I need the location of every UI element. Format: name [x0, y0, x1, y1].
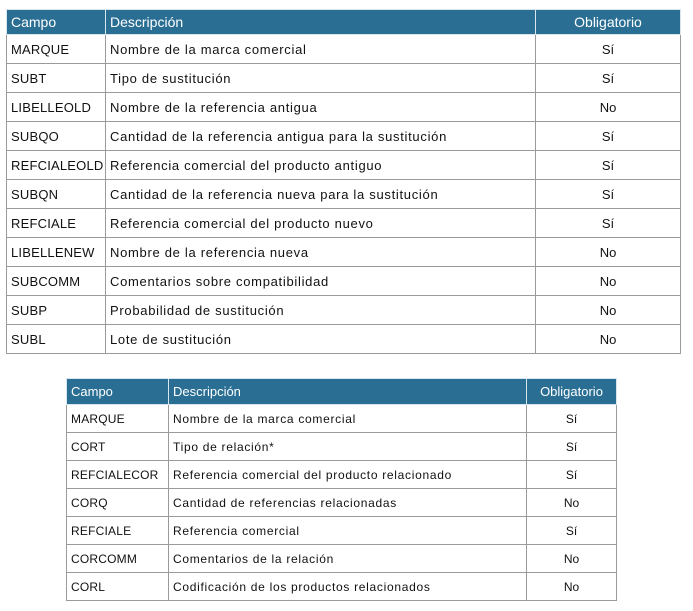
field-required: Sí	[536, 209, 681, 238]
field-code: SUBT	[7, 64, 106, 93]
field-code: REFCIALEOLD	[7, 151, 106, 180]
table-row	[7, 151, 681, 180]
field-description: Lote de sustitución	[106, 325, 536, 354]
table-row	[67, 517, 617, 545]
field-required: No	[536, 296, 681, 325]
field-code: REFCIALE	[67, 517, 169, 545]
table-row	[67, 461, 617, 489]
relation-fields-table	[66, 378, 617, 601]
table-row	[7, 180, 681, 209]
field-code: SUBQO	[7, 122, 106, 151]
field-description: Tipo de relación*	[169, 433, 527, 461]
field-required: Sí	[536, 122, 681, 151]
field-required: Sí	[527, 461, 617, 489]
table-row	[67, 545, 617, 573]
field-description: Referencia comercial	[169, 517, 527, 545]
column-header-obligatorio: Obligatorio	[527, 379, 617, 405]
field-required: Sí	[536, 151, 681, 180]
table-row	[67, 489, 617, 517]
table-row	[7, 209, 681, 238]
table-header-row	[7, 10, 681, 35]
field-description: Nombre de la referencia antigua	[106, 93, 536, 122]
field-description: Nombre de la marca comercial	[106, 35, 536, 64]
table-row	[7, 122, 681, 151]
field-code: SUBL	[7, 325, 106, 354]
table-row	[7, 35, 681, 64]
field-required: No	[527, 545, 617, 573]
field-code: CORQ	[67, 489, 169, 517]
substitution-fields-table	[6, 9, 681, 354]
table-row	[7, 296, 681, 325]
field-description: Comentarios sobre compatibilidad	[106, 267, 536, 296]
column-header-descripcion: Descripción	[169, 379, 527, 405]
field-code: SUBQN	[7, 180, 106, 209]
field-code: MARQUE	[67, 405, 169, 433]
field-required: No	[536, 267, 681, 296]
field-description: Codificación de los productos relacionados	[169, 573, 527, 601]
field-required: No	[536, 238, 681, 267]
field-description: Cantidad de la referencia antigua para la sustitución	[106, 122, 536, 151]
field-required: Sí	[536, 35, 681, 64]
field-code: SUBCOMM	[7, 267, 106, 296]
field-code: CORT	[67, 433, 169, 461]
field-required: No	[536, 325, 681, 354]
field-description: Referencia comercial del producto nuevo	[106, 209, 536, 238]
field-required: Sí	[536, 64, 681, 93]
field-required: Sí	[527, 517, 617, 545]
column-header-obligatorio: Obligatorio	[536, 10, 681, 35]
field-description: Cantidad de referencias relacionadas	[169, 489, 527, 517]
field-code: REFCIALECOR	[67, 461, 169, 489]
field-code: REFCIALE	[7, 209, 106, 238]
field-code: SUBP	[7, 296, 106, 325]
field-code: MARQUE	[7, 35, 106, 64]
field-description: Comentarios de la relación	[169, 545, 527, 573]
column-header-campo: Campo	[67, 379, 169, 405]
table-row	[7, 267, 681, 296]
field-required: Sí	[527, 405, 617, 433]
table-header-row	[67, 379, 617, 405]
column-header-descripcion: Descripción	[106, 10, 536, 35]
field-required: No	[527, 573, 617, 601]
field-required: No	[527, 489, 617, 517]
field-code: CORL	[67, 573, 169, 601]
field-description: Cantidad de la referencia nueva para la sustitución	[106, 180, 536, 209]
table-row	[7, 64, 681, 93]
column-header-campo: Campo	[7, 10, 106, 35]
field-code: CORCOMM	[67, 545, 169, 573]
field-description: Referencia comercial del producto relacionado	[169, 461, 527, 489]
table-row	[7, 325, 681, 354]
table-row	[67, 405, 617, 433]
field-description: Probabilidad de sustitución	[106, 296, 536, 325]
table-row	[7, 93, 681, 122]
field-description: Nombre de la marca comercial	[169, 405, 527, 433]
field-code: LIBELLEOLD	[7, 93, 106, 122]
table-row	[67, 433, 617, 461]
field-description: Referencia comercial del producto antiguo	[106, 151, 536, 180]
field-required: No	[536, 93, 681, 122]
field-required: Sí	[536, 180, 681, 209]
table-row	[67, 573, 617, 601]
field-description: Tipo de sustitución	[106, 64, 536, 93]
table-row	[7, 238, 681, 267]
field-required: Sí	[527, 433, 617, 461]
field-code: LIBELLENEW	[7, 238, 106, 267]
field-description: Nombre de la referencia nueva	[106, 238, 536, 267]
